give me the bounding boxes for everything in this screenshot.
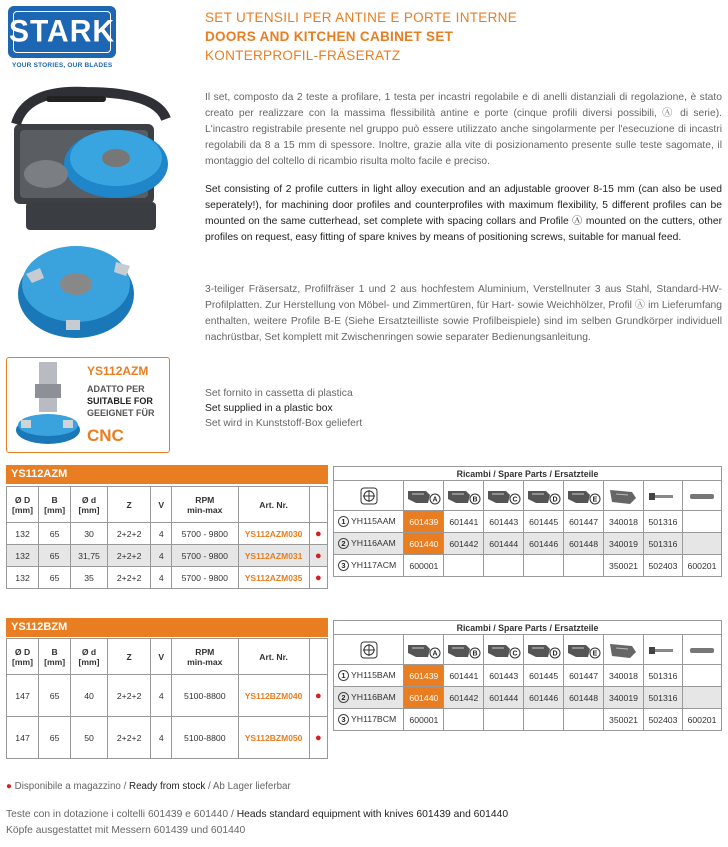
- spare-row: [334, 687, 722, 709]
- column-header: RPM min-max: [172, 487, 238, 523]
- spare-row: [334, 665, 722, 687]
- pin-icon: [682, 635, 721, 665]
- spare-part: [524, 709, 564, 731]
- cell-dd: 50: [71, 717, 108, 759]
- header-row: [7, 487, 328, 523]
- spare-table-1: [333, 466, 722, 577]
- cell-rpm: 5700 - 9800: [172, 567, 238, 589]
- cnc-label: CNC: [87, 426, 124, 445]
- heads-note: Teste con in dotazione i coltelli 601439 e 601440 / Heads standard equipment with knives 601439 and 601440: [6, 809, 509, 820]
- svg-text:C: C: [512, 496, 518, 503]
- cell-rpm: 5100-8800: [172, 717, 238, 759]
- spare-part: [564, 709, 604, 731]
- cell-dd: 40: [71, 675, 108, 717]
- column-header: B [mm]: [39, 487, 71, 523]
- svg-text:B: B: [472, 496, 478, 503]
- spare-part: 502403: [643, 709, 682, 731]
- article-number: YS112AZM035: [238, 567, 309, 589]
- plate-icon: [604, 481, 644, 511]
- stock-dot: ●: [309, 675, 327, 717]
- title-it: SET UTENSILI PER ANTINE E PORTE INTERNE: [205, 10, 518, 25]
- spare-part: 340018: [604, 511, 644, 533]
- spare-part: 601445: [524, 511, 564, 533]
- article-number: YS112AZM030: [238, 523, 309, 545]
- heads-note-de: Köpfe ausgestattet mit Messern 601439 und 601440: [6, 825, 246, 836]
- article-number: YS112AZM031: [238, 545, 309, 567]
- spare-row: [334, 511, 722, 533]
- knife-c-icon: [484, 635, 524, 665]
- spare-code: 3 YH117ACM: [334, 555, 404, 577]
- spare-code: 3 YH117BCM: [334, 709, 404, 731]
- knife-b-icon: [444, 481, 484, 511]
- column-header: Ø d [mm]: [71, 487, 108, 523]
- cell-dd: 31,75: [71, 545, 108, 567]
- column-header: Ø D [mm]: [7, 639, 39, 675]
- cell-b: 65: [39, 567, 71, 589]
- product-table-2: [6, 638, 328, 759]
- column-header: Z: [107, 639, 151, 675]
- cell-b: 65: [39, 717, 71, 759]
- product-table-1: [6, 486, 328, 589]
- cell-z: 2+2+2: [107, 545, 151, 567]
- cell-rpm: 5100-8800: [172, 675, 238, 717]
- column-header: B [mm]: [39, 639, 71, 675]
- spare-code: 1 YH115BAM: [334, 665, 404, 687]
- spare-part: 601448: [564, 533, 604, 555]
- spare-part: 601441: [444, 665, 484, 687]
- spare-part: [524, 555, 564, 577]
- knife-b-icon: [444, 635, 484, 665]
- cell-d: 147: [7, 717, 39, 759]
- screw-icon: [643, 635, 682, 665]
- head-icon: [334, 635, 404, 665]
- cell-z: 2+2+2: [107, 567, 151, 589]
- spare-part: 501316: [643, 687, 682, 709]
- table-row: [7, 545, 328, 567]
- cnc-l3: GEEIGNET FÜR: [87, 408, 155, 418]
- cell-b: 65: [39, 523, 71, 545]
- spare-part: 601439: [404, 511, 444, 533]
- title-de: KONTERPROFIL-FRÄSERATZ: [205, 48, 401, 63]
- description-it: Il set, composto da 2 teste a profilare, 1 testa per incastri regolabile e di anelli distanziali di regolazione, è stato creato per realizzare con la massima flessibilità antine e porte (cinque profili diversi possibili, Ⓐ di serie). L'incastro registrabile presente nel gruppo può essere utilizzato anche singolarmente per l'esecuzione di incastri regolabili da 8 a 15 mm di spessore. Inoltre, grazie alla vite di posizionamento presente sulle teste sagomate, il montaggio del coltello di ricambio risulta molto facile e preciso.: [205, 92, 722, 167]
- spare-row: [334, 709, 722, 731]
- spare-part: 601442: [444, 687, 484, 709]
- cell-v: 4: [151, 675, 172, 717]
- spare-part: 501316: [643, 665, 682, 687]
- cnc-l2: SUITABLE FOR: [87, 396, 153, 406]
- cell-dd: 30: [71, 523, 108, 545]
- svg-text:E: E: [592, 496, 597, 503]
- table-row: [7, 675, 328, 717]
- knife-d-icon: [524, 481, 564, 511]
- cnc-badge: [6, 357, 170, 453]
- spare-row: [334, 555, 722, 577]
- svg-text:A: A: [432, 496, 438, 503]
- spare-part: 350021: [604, 709, 644, 731]
- case-text-en: Set supplied in a plastic box: [205, 403, 333, 414]
- row-number: 3: [338, 714, 349, 725]
- svg-text:A: A: [432, 650, 438, 657]
- cell-v: 4: [151, 567, 172, 589]
- spare-part: 601440: [404, 687, 444, 709]
- spare-part: 501316: [643, 533, 682, 555]
- spare-part: 601447: [564, 665, 604, 687]
- cell-dd: 35: [71, 567, 108, 589]
- spare-icon-row: [334, 481, 722, 511]
- header-row: [7, 639, 328, 675]
- column-header: V: [151, 639, 172, 675]
- spare-part: 601444: [484, 533, 524, 555]
- article-number: YS112BZM050: [238, 717, 309, 759]
- spare-part: 601442: [444, 533, 484, 555]
- stock-note: ● Disponibile a magazzino / Ready from stock / Ab Lager lieferbar: [6, 781, 291, 792]
- spare-part: [444, 555, 484, 577]
- cell-rpm: 5700 - 9800: [172, 523, 238, 545]
- article-number: YS112BZM040: [238, 675, 309, 717]
- column-header: Z: [107, 487, 151, 523]
- cell-v: 4: [151, 545, 172, 567]
- cell-b: 65: [39, 675, 71, 717]
- table-row: [7, 523, 328, 545]
- spare-part: 601445: [524, 665, 564, 687]
- knife-a-icon: [404, 481, 444, 511]
- spare-title: Ricambi / Spare Parts / Ersatzteile: [334, 621, 722, 635]
- spare-part: 600001: [404, 555, 444, 577]
- spare-title: Ricambi / Spare Parts / Ersatzteile: [334, 467, 722, 481]
- spare-part: 502403: [643, 555, 682, 577]
- column-header: [309, 639, 327, 675]
- svg-text:D: D: [552, 650, 558, 657]
- svg-text:B: B: [472, 650, 478, 657]
- spare-part: 601446: [524, 687, 564, 709]
- spare-part: [484, 709, 524, 731]
- column-header: Ø d [mm]: [71, 639, 108, 675]
- spare-part: [484, 555, 524, 577]
- plate-icon: [604, 635, 644, 665]
- spare-part: 601441: [444, 511, 484, 533]
- cell-d: 132: [7, 567, 39, 589]
- row-number: 1: [338, 516, 349, 527]
- case-info: [205, 386, 362, 431]
- column-header: Ø D [mm]: [7, 487, 39, 523]
- column-header: Art. Nr.: [238, 639, 309, 675]
- stock-dot: ●: [309, 523, 327, 545]
- svg-text:D: D: [552, 496, 558, 503]
- table-row: [7, 567, 328, 589]
- knife-d-icon: [524, 635, 564, 665]
- spare-part: 600201: [682, 709, 721, 731]
- spare-part: [682, 533, 721, 555]
- spare-part: 601447: [564, 511, 604, 533]
- spare-code: 2 YH116BAM: [334, 687, 404, 709]
- spare-part: 601439: [404, 665, 444, 687]
- spare-part: [682, 687, 721, 709]
- cell-d: 147: [7, 675, 39, 717]
- row-number: 3: [338, 560, 349, 571]
- cell-rpm: 5700 - 9800: [172, 545, 238, 567]
- column-header: RPM min-max: [172, 639, 238, 675]
- spare-table-2: [333, 620, 722, 731]
- section-title-1: YS112AZM: [6, 465, 328, 484]
- column-header: Art. Nr.: [238, 487, 309, 523]
- spare-part: 601443: [484, 511, 524, 533]
- head-icon: [334, 481, 404, 511]
- brand-tagline: YOUR STORIES, OUR BLADES: [12, 62, 113, 69]
- pin-icon: [682, 481, 721, 511]
- cnc-l1: ADATTO PER: [87, 384, 145, 394]
- spare-part: 601448: [564, 687, 604, 709]
- row-number: 2: [338, 538, 349, 549]
- cell-b: 65: [39, 545, 71, 567]
- row-number: 1: [338, 670, 349, 681]
- stock-dot: ●: [309, 717, 327, 759]
- spare-header-row: [334, 467, 722, 481]
- spare-part: 601443: [484, 665, 524, 687]
- cnc-code: YS112AZM: [87, 364, 149, 378]
- description-en: Set consisting of 2 profile cutters in light alloy execution and an adjustable groover 8-15 mm (can also be used seperately!), for machining door profiles and counterprofiles with maximum flexibility, 5 different profiles can be mounted on the same cutterhead, set complete with spacing collars and Profile Ⓐ mounted on the cutters, other profiles on request, easy fitting of spare knives by means of positioning screws, suitable for manual feed.: [205, 184, 722, 243]
- svg-text:C: C: [512, 650, 518, 657]
- spare-part: 340018: [604, 665, 644, 687]
- cnc-cutter-icon: [13, 362, 83, 450]
- cell-z: 2+2+2: [107, 523, 151, 545]
- product-case-image: [6, 84, 186, 354]
- row-number: 2: [338, 692, 349, 703]
- spare-part: 601440: [404, 533, 444, 555]
- stock-dot: ●: [309, 567, 327, 589]
- table-row: [7, 717, 328, 759]
- spare-code: 1 YH115AAM: [334, 511, 404, 533]
- section-title-2: YS112BZM: [6, 618, 328, 637]
- cell-v: 4: [151, 523, 172, 545]
- stark-logo: STARK: [8, 6, 116, 58]
- screw-icon: [643, 481, 682, 511]
- knife-c-icon: [484, 481, 524, 511]
- spare-row: [334, 533, 722, 555]
- cell-z: 2+2+2: [107, 717, 151, 759]
- spare-icon-row: [334, 635, 722, 665]
- spare-part: [682, 511, 721, 533]
- cell-d: 132: [7, 545, 39, 567]
- spare-part: [444, 709, 484, 731]
- spare-header-row: [334, 621, 722, 635]
- cell-z: 2+2+2: [107, 675, 151, 717]
- spare-part: 340019: [604, 533, 644, 555]
- column-header: V: [151, 487, 172, 523]
- spare-part: 350021: [604, 555, 644, 577]
- spare-part: 600001: [404, 709, 444, 731]
- spare-part: 601444: [484, 687, 524, 709]
- knife-e-icon: [564, 635, 604, 665]
- knife-e-icon: [564, 481, 604, 511]
- case-text-it: Set fornito in cassetta di plastica: [205, 388, 353, 399]
- title-en: DOORS AND KITCHEN CABINET SET: [205, 29, 454, 44]
- spare-part: 340019: [604, 687, 644, 709]
- spare-part: 600201: [682, 555, 721, 577]
- knife-a-icon: [404, 635, 444, 665]
- spare-part: 601446: [524, 533, 564, 555]
- column-header: [309, 487, 327, 523]
- spare-part: [564, 555, 604, 577]
- svg-text:E: E: [592, 650, 597, 657]
- spare-part: 501316: [643, 511, 682, 533]
- cell-d: 132: [7, 523, 39, 545]
- spare-part: [682, 665, 721, 687]
- stock-dot: ●: [309, 545, 327, 567]
- case-text-de: Set wird in Kunststoff-Box geliefert: [205, 418, 363, 429]
- cell-v: 4: [151, 717, 172, 759]
- description-de: 3-teiliger Fräsersatz, Profilfräser 1 und 2 aus hochfestem Aluminium, Verstellnuter 3 aus Stahl, Standard-HW-Profilplatten. Zur Herstellung von Möbel- und Zimmertüren, für Hart- sowie Weichhölzer, Profil Ⓐ im Lieferumfang enthalten, weitere Profile B-E (Siehe Ersatzteilliste sowie Profilbeispiele) sind im selben Grundkörper individuell nachrüstbar, Set komplett mit Zwischenringen sowie separater Bedienungsanleitung.: [205, 284, 722, 343]
- spare-code: 2 YH116AAM: [334, 533, 404, 555]
